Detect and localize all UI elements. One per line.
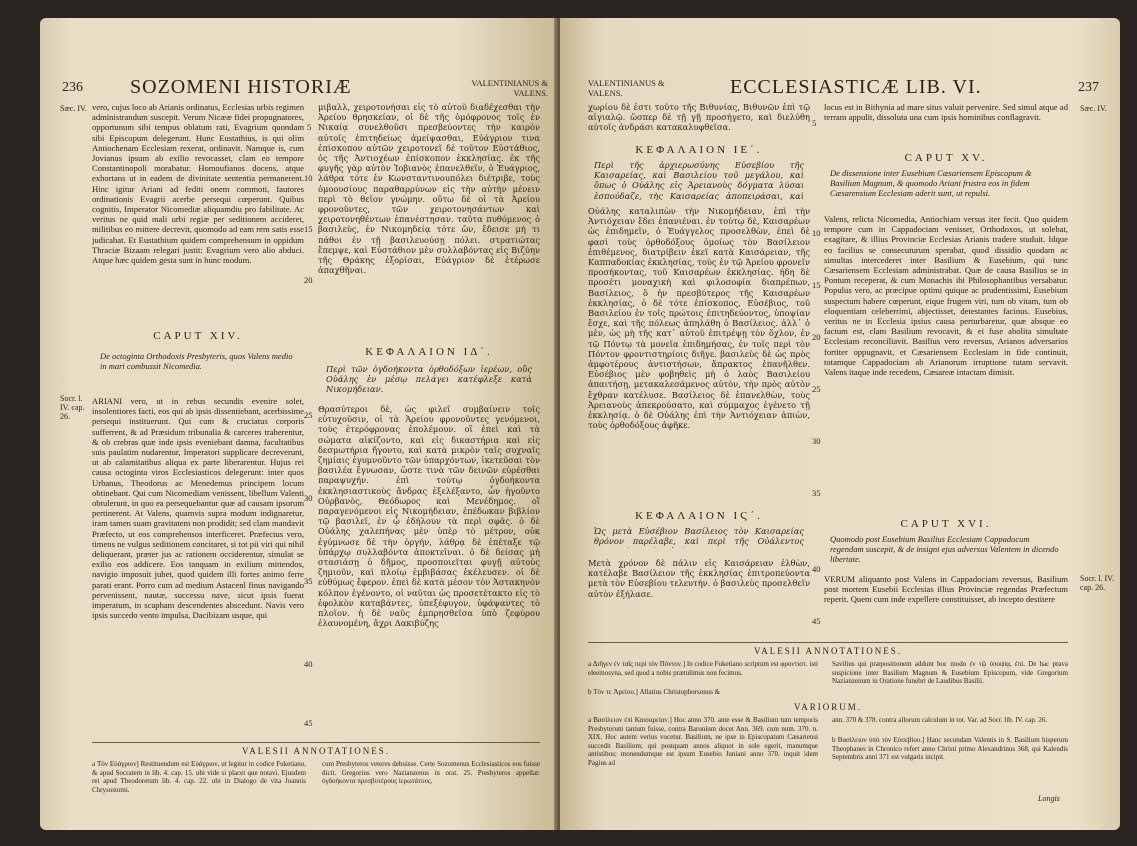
chapter-heading-latin: CAPUT XIV. [153, 330, 243, 342]
running-header: SOZOMENI HISTORIÆ [130, 76, 352, 98]
line-number: 20 [812, 332, 821, 342]
chapter-summary-greek: Περὶ τῶν ὀγδοήκοντα ὀρθοδόξων ἱερέων, οὓς Οὐάλης ἐν μέσῳ πελάγει κατέφλεξε κατὰ Νικομήδειαν. [326, 364, 532, 394]
notes-title-variorum: VARIORUM. [793, 702, 863, 712]
open-book [40, 18, 1120, 830]
chapter-heading-greek: ΚΕΦΑΛΑΙΟΝ ΙΕ΄. [635, 144, 763, 156]
latin-column-top: locus est in Bithynia ad mare situs valuit pervenire. Sed simul atque ad terram appulit, dissoluta una cum ipsis hominibus conflagravit. [824, 102, 1068, 123]
header-reign: VALENTINIANUS & VALENS. [588, 78, 665, 98]
line-number: 35 [304, 576, 313, 586]
catchword: Longis [1038, 794, 1060, 803]
page-number: 236 [62, 80, 83, 95]
page-number: 237 [1078, 80, 1099, 95]
annotation-left-b: b Τὸν τε Ἀρείου.] Allatius Christophorsonus & [588, 688, 721, 696]
chapter-heading-latin: CAPUT XVI. [900, 518, 992, 530]
line-number: 25 [304, 410, 313, 420]
margin-era: Sæc. IV. [1080, 104, 1107, 113]
notes-title: VALESII ANNOTATIONES. [241, 746, 391, 756]
line-number: 15 [812, 280, 821, 290]
line-number: 20 [304, 275, 313, 285]
line-number: 30 [812, 436, 821, 446]
chapter-heading-latin: CAPUT XV. [904, 152, 988, 164]
chapter-summary-latin: De octoginta Orthodoxis Presbyteris, quos Valens medio in mari combussit Nicomedia. [100, 351, 293, 371]
annotation-left: a Τὸν Εὐάγριον] Restituendum est Εὐάγριον, ut legitur in codice Fuketiano, & apud Socratem in lib. 4. cap. 15. ubi vide si placet que notavi. Ejusdem rei apud Theodoretum lib. 4. cap. 22. ubi in Dialogo de vita Joannis Chrysostomi. [92, 760, 306, 794]
margin-reference: Socr. l. IV. cap. 26. [60, 394, 85, 421]
line-number: 35 [812, 488, 821, 498]
margin-era: Sæc. IV. [60, 104, 87, 113]
greek-column-top: χωρίου δὲ ἐστι τοῦτο τῆς Βιθυνίας, Βιθυνῶν ἐπὶ τῷ αἰγιαλῷ. ὥσπερ δὲ τῇ γῇ προσήγετο, καὶ διελύθη αὐτοῖς ἀνδράσι κατακαλυφθεῖσα. [588, 102, 810, 133]
greek-column-main: Οὐάλης καταλιπὼν τὴν Νικομήδειαν, ἐπὶ τὴν Ἀντιόχειαν ἔδει ἐπανιέναι. ἐν τούτῳ δὲ, Καισαρέων ὡς ἐπιδημεῖν, ὁ Ἐυάγγελος προσελθὼν, ἐπεὶ δὲ φασὶ τοὺς ὀρθοδόξους ὁμοίως τὸν Βασίλειον ἐπιθέμενος, διατρίβειν ἐκεῖ κατὰ Καισάρειαν, τῆς Καππαδοκίας ἐκκλησίας, τοὺς ἐν τῷ Ἀρείου φρονεῖν προσήκοντας, τοῦ Καισαρέων ἐκκλησίας. ἠδη δὲ προσέτι μοναχικὴ καὶ φιλοσοφία διαπρέπων, Βασίλειος, ὃ ἠν πρεσβύτερος τῆς Καισαρέων ἐκκλησίας, ὁ δὲ τότε ἐπίσκοπος, Εὐσέβιος, τοῦ Βασιλείου ἐν τοῖς πρώτοις ἐπιτηδεύοντος, ὑποψίαν ἔσχε, καὶ τῆς πόλεως ἀπηλάθη ὁ Βασίλειος. ἀλλ᾽ ὁ μὲν, ὡς μὴ τῆς κατ᾽ αὐτοῦ ἐπιτρέψῃ τὸν ὄχλον, ἐν τῷ Πόντῳ τὰ μονεῖα ἐπιδημήσας, ἐν τοῖς περὶ τὸν Πόντον φροντιστηρίοις διῆγε. βασιλεὺς δὲ ὡς πρὸς ἀμφοτέρους ἀντιστήσων, ἄπρακτος ἐπανῆλθεν. Εὐσέβιος μὲν φοβηθεὶς μὴ ὁ λαὸς Βασιλείου ἀπαιτήσῃ, μετακαλεσάμενος αὐτὸν, τὴν πρὸς αὐτὸν ἔχθραν κατέλυσε. Βασίλειος δὲ ἐπανελθὼν, τοὺς Ἀρειανοὺς ἀπεκρούσατο, καὶ σύμμαχος ἐγένετο τῇ ἐκκλησίᾳ. ὁ δὲ Οὐάλης ἐπὶ τὴν Ἀντιόχειαν ἀπιὼν, τοὺς ὀρθοδόξους ἀφῆκε. [588, 206, 810, 431]
line-number: 45 [304, 718, 313, 728]
left-page [40, 18, 558, 830]
latin-column-main: ARIANI vero, ut in rebus secundis evenire solet, insolentiores facti, eos qui ab ipsis dissentiebant, acerbissime persequi instituerunt. Qui cum & cruciatus corporis sufferrent, & ad Præsidum tribunalia & carceres traherentur, & ob crebras quæ inde ipsis eveniebant damna, facultatibus suis paulatim nudarentur, Imperatori supplicare decreverunt, ut ab calamitatibus aliqua ex parte liberarentur. Hujus rei causa octoginta viros Ecclesiasticos delegerunt: inter quos Urbanus, Theodorus ac Menedemus principem locum obtinebant. Qui cum Nicomediam venissent, libellum Valenti obtulerunt, in quo ea persequebantur quæ ad causam ipsorum pertinerent. At Valens, quamvis supra modum indignaretur, iram tamen suam gravitatem non prodidit; sed clam mandavit Præfecto, ut eos comprehensos interficeret. Præfectus vero, timens ne vulgus seditionem concitaret, si tot pii viri qui nihil deliquerant, præter jus ac rationem occiderentur, simulat se exilio eos addicere. Eos tanquam in exilium mittendos, navigio imposuit jubet, quod quidem illi fortes animo ferre parati erant. Porro cum ad medium Astacenl finus navigando pervenissent, nautæ, successu nave, sicut ipsis fuerat imperatum, in scapham descendentes abscedunt. Navis vero ipsis succedo vento impulsa, Dacibizam usque, qui [92, 396, 304, 621]
line-number: 40 [304, 659, 313, 669]
annotation-left: a Διῆγεν ἐν ταῖς περὶ τὸν Πόντον.] In codice Fuketiano scriptum est φροντιστ. isti eleemosyna, sed quod a nobis prætulimus non fecimus. [588, 660, 818, 677]
line-number: 45 [812, 616, 821, 626]
greek-column-end: Μετὰ χρόνον δὲ πάλιν εἰς Καισάρειαν ἐλθὼν, κατέλαβε Βασίλειον τῆς ἐκκλησίας ἐπιτροπεύοντα μετὰ τὸν Εὐσεβίου τελευτήν. ὁ βασιλεὺς προσελθεῖν αὐτὸν ἐξήλασε. [588, 558, 810, 599]
chapter-heading-greek: ΚΕΦΑΛΑΙΟΝ ΙϚ΄. [635, 510, 763, 522]
running-header: ECCLESIASTICÆ LIB. VI. [730, 76, 982, 98]
latin-column-end: VERUM aliquanto post Valens in Cappadociam reversus, Basilium post mortem Eusebii Ecclesias illius Provinciæ regendas Præfectum reperit. Quem cum inde expellere constituisset, ab incepto destitere [824, 574, 1068, 605]
variorum-right: ann. 370 & 378. contra allorum calculum in tot. Var. ad Socr. lib. IV. cap. 26. [832, 716, 1048, 724]
notes-title: VALESII ANNOTATIONES. [753, 646, 903, 656]
latin-column-main: Valens, relicta Nicomedia, Antiochiam versus iter fecit. Quo quidem tempore cum in Cappadociam venisset, Orthodoxos, ut solebat, exagitare, & illius Provinciæ Ecclesias Arianis tradere studuit. Idque eo facilius se consecuturum sperabat, quod dissidio quodam ac simultas intercederet inter Basilium & Eusebium, qui tunc Cæsariensem Ecclesiam administrabat. Quæ de causa Basilius se in Pontum receperat, & cum Monachis ibi Philosophantibus versabatur. Populus vero, ac præcipue optimi quique ac prudentissimi, Eusebium suspectum habere cœperunt, eique frugem viri, tum ob vitam, tum ob eloquentiam celeberrimi, abjectisset, detestantes facinus. Eusebius, veritus ne in Ecclesia ipsius causa perturbaretur, quæ absque eo factum est, clam Basilium revocavit, & ei fuse abolita simultate Ecclesiam reconciliavit. Basilius vero reversus, Arianos adversarios fortiter oppugnavit, et Cæsariensem Ecclesiam in fide continuit, totamque Cappadociam ab Arianorum irruptione tutam servavit. Valens itaque inde recedens, Cæsareæ intactam dimisit. [824, 214, 1068, 378]
right-page [560, 18, 1120, 830]
line-number: 15 [304, 224, 313, 234]
line-number: 5 [812, 118, 817, 128]
notes-rule [588, 642, 1068, 643]
line-number: 5 [307, 122, 312, 132]
variorum-left: a Βασίλειον ἐπὶ Καισαρείαν.] Hoc anno 370. ante esse & Basilium tum temporis Presbyterum tantum fuisse, contra Baronium docet Ann. 369. cum num. 370. n. XIX. Hoc autem verius vocetur. Basilium, ne ipse in Episcopatum Cæsariensi succedit Basilium; qui postquam annos aliquot in sole egerit, manumque antistibus; monendumque est ipsum Eusebio Juniani anno 370. inquit idem Pagius ad [588, 716, 818, 767]
chapter-summary-greek: Ὡς μετὰ Εὐσέβιον Βασίλειος τὸν Καισαρείας θρόνον παρέλαβε, καὶ περὶ τῆς Οὐάλεντος [594, 526, 804, 547]
line-number: 10 [304, 173, 313, 183]
header-reign: VALENTINIANUS & VALENS. [471, 78, 548, 98]
annotation-right: cum Presbyteros veteres debuisse. Certe Sozomenus Ecclesiasticos eos fuisse dicit. Gregorius vero Nazianzenus in orat. 25. Presbyteros appellat: ὀγδοήκοντα πρεσβυτέρους ἱερωτάτους. [322, 760, 540, 785]
annotation-right: Savilius qui præpositionem addunt hoc modo ἐν τῷ ὑποψίᾳ, ἐπί. De hac prava suspicione inter Basilium Magnum & Eusebium Episcopum, vide Gregorium Nazianzenum in Oratione funebri de Laudibus Basilii. [832, 660, 1068, 685]
notes-rule [92, 742, 540, 743]
variorum-right-b: b Βασίλειον ὑπὸ τὸν Εὐσεβίου.] Hanc secundam Valentis in S. Basilium hisperum Theophanes in Chronico refert anno Christi primo Alexandrinus 368, qui Kalendis Septembris anni 371 est vulgaris incipit. [832, 736, 1068, 761]
chapter-summary-greek: Περὶ τῆς ἀρχιερωσύνης Εὐσεβίου τῆς Καισαρείας, καὶ Βασιλείου τοῦ μεγάλου, καὶ ὅπως ὁ Οὐάλης εἰς Ἀρειανοὺς δόγματα λύσαι ἐσπούδαζε, τὴς Καισαρείας ἀποπειράσαι, καὶ [594, 160, 804, 200]
greek-column-main: Θρασύτεροι δὲ, ὡς φιλεῖ συμβαίνειν τοῖς εὐτυχοῦσιν, οἱ τὰ Ἀρείου φρονοῦντες γενόμενοι, τοὺς ἑτερόφρονας ἐπολέμουν. οἳ ἐπεὶ καὶ τὰ σώματα αἰκίζοντο, καὶ εἰς δικαστήρια καὶ εἰς δεσμωτήρια ἤγοντο, καὶ κατὰ μικρὸν ταῖς συχναῖς ζημίαις ἐγυμνοῦντο τῶν ὑπαρχόντων, ἱκετεῦσαι τὸν βασιλέα ἔγνωσαν, ὥστε τινὰ τῶν δεινῶν εὑρέσθαι παραψυχήν. ἐπὶ τούτῳ ὀγδοήκοντα ἐκκλησιαστικοὺς ἄνδρας ἐξελέξαντο, ὧν ἡγοῦντο Οὐρβανὸς, Θεόδωρος καὶ Μενέδημος. οἳ παραγενόμενοι εἰς Νικομήδειαν, ἐπέδωκαν βιβλίον τῷ βασιλεῖ, ἐν ᾧ ἐδήλουν τὰ περὶ σφᾶς. ὁ δὲ Οὐάλης χαλεπήνας μὲν ὑπὲρ τὸ μέτρον, οὐκ ἐγύμνωσε δὲ τὴν ὀργήν, λάθρᾳ δὲ ἐπέταξε τῷ ὑπάρχῳ συλλαβόντα ἀποκτεῖναι. ὁ δὲ δείσας μὴ στασιάσῃ ὁ δῆμος, προσποιεῖται φυγῇ αὐτοὺς ζημιοῦν, καὶ πλοίῳ ἐμβιβάσας ἐκέλευσεν. οἱ δὲ εὐθύμως ἔφερον. ἐπεὶ δὲ κατὰ μέσον τὸν Ἀστακηνὸν κόλπον ἐγένοντο, οἱ ναῦται ὡς προσετέτακτο εἰς τὸ ἐφολκὸν καταβάντες, ὑπεξέφυγον, ὑφάψαντες τὸ πλοῖον. ἡ δὲ ναῦς ἐμπρησθεῖσα ὑπὸ ζεφύρου ἐλαυνομένη, ἄχρι Δακιβύζης [318, 404, 540, 629]
greek-column-top: μιβαλλ, χειροτονήσαι εἰς τὸ αὐτοῦ διαδέχεσθαι τὴν Ἀρείου θρησκείαν, οἱ δὲ τῆς ὁμόφρονος τοῖς ἐν Νικαίᾳ συνελθοῦσι πρεσβεύοντες τὴν καιρὸν αὐτοῖς ἐπιτηδείως ἀμείψασθαι, Εὐάγριον τινα ἐπίσκοπον αὐτῶν χειροτονεῖ δὲ τοῦτον Εὐστάθιος, ὁς τῆς Ἀντιοχέων ἐπίσκοπον ἐκκλησίας. ἐκ τῆς φυγῆς γὰρ αὐτὸν Ἰοβιανὸς ἐπανελθεῖν, ὁ Ἐυάγριος, λάθρα τότε ἐν Κωνσταντινουπόλει διέτριβε, τοὺς ὁμοουσίους παραθαρρύνων εἰς τὴν αὐτὴν μένειν περὶ τὸ θεῖον γνώμην. οὕτω δὲ οἱ τὰ Ἀρείου φρονοῦντες, τῶν χειροτονησάντων καὶ χειροτονηθέντων ἐπανέστησαν. ταῦτα πυθόμενος ὁ βασιλεὺς, ἐν Νικομηδείᾳ τότε ὤν, ἔδεισε μή τι πάθοι ἐν τῇ βασιλευούσῃ πόλει. στρατιώτας ἔπεμψε, καὶ Εὐστάθιον μὲν συλλαβόντας εἰς Βιζύην τῆς Θράκης ἐξορίσαι, Εὐάγριον δὲ ἑτέρωσε ἀπαχθῆναι. [318, 102, 540, 276]
line-number: 25 [812, 384, 821, 394]
line-number: 40 [812, 564, 821, 574]
chapter-summary-latin: De dissensione inter Eusebium Cæsariensem Episcopum & Basilium Magnum, & quomodo Ariani frustra eos in fidem Cæsarensium Ecclesiam aderit sunt, ut repulsi. [830, 168, 1032, 198]
line-number: 10 [812, 228, 821, 238]
chapter-heading-greek: ΚΕΦΑΛΑΙΟΝ ΙΔ΄. [365, 346, 493, 358]
chapter-summary-latin: Quomodo post Eusebium Basilius Ecclesiam Cappadocum regendam suscepit, & de insigni ejus adversus Valentem in dicendo libertate. [830, 534, 1059, 564]
latin-column-top: vero, cujus loco ab Arianis ordinatus, Ecclesias urbis regimen administrandum suscepit. Verum Nicææ fidei propugnatores, opportunum sibi tempus oblatum rati, Evagrium quondam sibi Episcopum delegerunt. Hunc Eustathius, is qui olim Antiochenam Ecclesiam rexerat, ordinavit. Namque is, cum Jovianus ipsum ab exilio revocasset, clam eo tempore Constantinopoli morabatur. Homoufianos docens, atque exhortans ut in eadem de divinitate sententia permanerent. Hinc igitur Ariani ad fediti onem commoti, fautores ordinationis Evagrii acerbe persequi cœperunt. Quibus cognitis, Imperator Nicomediæ aliquamdiu pro fabilitate. Ac veritus ne quid mali urbi regiæ per seditionem accideret, militibus eo mittere decrevit, quomodo ad eam rem satis esse judicabat. Et Eustathium quidem comprehensum in oppidum Thraciæ Bizaam relegari justit: Evagrium vero alio abduci. Atque hæc quidem gesta sunt in hunc modum. [92, 102, 304, 266]
margin-reference: Socr. l. IV. cap. 26. [1080, 574, 1114, 592]
line-number: 30 [304, 493, 313, 503]
